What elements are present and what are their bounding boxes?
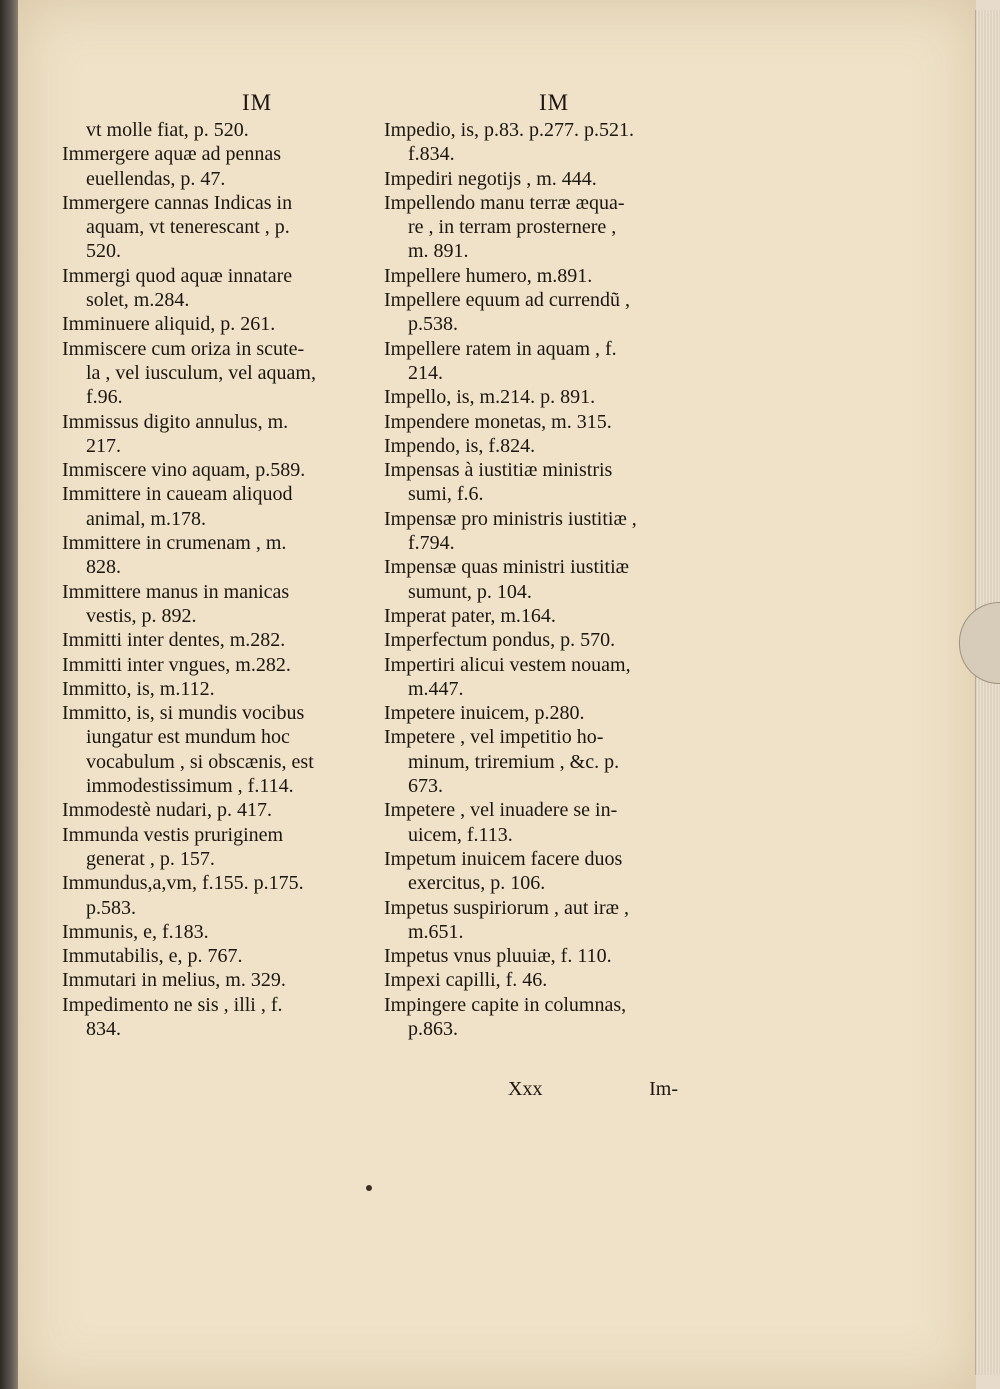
- index-entry: Impingere capite in columnas,: [384, 993, 627, 1016]
- index-entry: Impediri negotijs , m. 444.: [384, 167, 597, 190]
- index-entry-continuation: 673.: [408, 775, 443, 798]
- index-entry-continuation: p.538.: [408, 313, 458, 336]
- index-entry-continuation: f.794.: [408, 532, 455, 555]
- index-entry-continuation: immodestissimum , f.114.: [86, 775, 294, 798]
- index-entry: Impellere humero, m.891.: [384, 264, 593, 287]
- index-entry-continuation: re , in terram prosternere ,: [408, 216, 617, 239]
- index-entry-continuation: sumunt, p. 104.: [408, 580, 532, 603]
- index-entry: Impertiri alicui vestem nouam,: [384, 653, 631, 676]
- book-binding: [0, 0, 18, 1389]
- index-entry: Imperat pater, m.164.: [384, 604, 556, 627]
- index-entry: Immunda vestis pruriginem: [62, 823, 284, 846]
- index-entry: Immodestè nudari, p. 417.: [62, 799, 272, 822]
- index-entry: Immergere cannas Indicas in: [62, 191, 293, 214]
- index-entry: Impedio, is, p.83. p.277. p.521.: [384, 119, 634, 141]
- index-entry-continuation: p.863.: [408, 1017, 458, 1040]
- index-entry-continuation: vestis, p. 892.: [86, 604, 197, 627]
- index-entry: Impensæ pro ministris iustitiæ ,: [384, 507, 637, 530]
- index-entry-continuation: iungatur est mundum hoc: [86, 726, 290, 749]
- index-entry: Impellere equum ad currendũ ,: [384, 289, 631, 312]
- index-entry: Impellere ratem in aquam , f.: [384, 337, 617, 360]
- index-entry: Impellendo manu terræ æqua-: [384, 191, 625, 214]
- index-entry: Impexi capilli, f. 46.: [384, 969, 548, 992]
- index-entry: Impetus suspiriorum , aut iræ ,: [384, 896, 629, 919]
- index-entry-continuation: euellendas, p. 47.: [86, 167, 226, 190]
- index-entry-continuation: m.447.: [408, 677, 464, 700]
- left-column: [62, 88, 400, 1041]
- index-entry-continuation: exercitus, p. 106.: [408, 872, 546, 895]
- catchword: Im-: [649, 1078, 678, 1100]
- index-entry: Impetus vnus pluuiæ, f. 110.: [384, 945, 612, 968]
- left-column-header: IM: [241, 90, 273, 115]
- index-entry-continuation: animal, m.178.: [86, 507, 206, 530]
- index-entry-continuation: 520.: [86, 240, 121, 263]
- index-entry: Impello, is, m.214. p. 891.: [384, 386, 596, 409]
- index-entry-continuation: la , vel iusculum, vel aquam,: [86, 361, 316, 384]
- index-entry-continuation: vt molle fiat, p. 520.: [86, 119, 249, 141]
- index-entry: Immunis, e, f.183.: [62, 920, 209, 943]
- index-entry: Immiscere cum oriza in scute-: [62, 337, 305, 360]
- index-entry-continuation: p.583.: [86, 896, 136, 919]
- index-entry: Impensas à iustitiæ ministris: [384, 459, 613, 482]
- index-entry: Immitto, is, si mundis vocibus: [62, 702, 305, 725]
- index-entry: Impetere , vel inuadere se in-: [384, 799, 618, 822]
- index-entry-continuation: 834.: [86, 1017, 121, 1040]
- index-entry: Immittere in caueam aliquod: [62, 483, 293, 506]
- index-entry: Impetum inuicem facere duos: [384, 847, 623, 870]
- ink-dot: [366, 1185, 372, 1191]
- index-entry-continuation: 214.: [408, 361, 443, 384]
- index-entry-continuation: aquam, vt tenerescant , p.: [86, 216, 290, 239]
- index-entry-continuation: 217.: [86, 434, 121, 457]
- index-entry: Imminuere aliquid, p. 261.: [62, 313, 276, 336]
- index-entry: Immitti inter dentes, m.282.: [62, 629, 286, 652]
- index-entry: Impedimento ne sis , illi , f.: [62, 993, 283, 1016]
- index-entry-continuation: solet, m.284.: [86, 289, 190, 312]
- right-column-header: IM: [538, 90, 570, 115]
- index-entry: Immutabilis, e, p. 767.: [62, 945, 243, 968]
- index-entry-continuation: m. 891.: [408, 240, 469, 263]
- index-entry: Imperfectum pondus, p. 570.: [384, 629, 616, 652]
- index-entry-continuation: f.96.: [86, 386, 123, 409]
- index-entry: Immissus digito annulus, m.: [62, 410, 289, 433]
- index-entry: Immergere aquæ ad pennas: [62, 143, 281, 166]
- index-entry-continuation: minum, triremium , &c. p.: [408, 750, 620, 773]
- right-column: [384, 88, 726, 1041]
- index-entry-continuation: vocabulum , si obscænis, est: [86, 750, 314, 773]
- index-entry: Immundus,a,vm, f.155. p.175.: [62, 872, 304, 895]
- index-entry-continuation: 828.: [86, 556, 121, 579]
- index-entry: Immutari in melius, m. 329.: [62, 969, 286, 992]
- index-entry: Immitto, is, m.112.: [62, 677, 215, 700]
- page-footer: [508, 1078, 678, 1101]
- index-entry-continuation: m.651.: [408, 920, 464, 943]
- index-entry: Impetere inuicem, p.280.: [384, 702, 585, 725]
- index-entry: Immiscere vino aquam, p.589.: [62, 459, 306, 482]
- index-entry: Impendere monetas, m. 315.: [384, 410, 612, 433]
- index-entry-continuation: generat , p. 157.: [86, 847, 215, 870]
- index-entry: Impendo, is, f.824.: [384, 434, 536, 457]
- index-entry: Immittere in crumenam , m.: [62, 532, 287, 555]
- right-column-lines: [384, 118, 726, 1041]
- index-entry: Immitti inter vngues, m.282.: [62, 653, 291, 676]
- index-entry: Immergi quod aquæ innatare: [62, 264, 293, 287]
- index-entry-continuation: sumi, f.6.: [408, 483, 484, 506]
- index-entry: Immittere manus in manicas: [62, 580, 290, 603]
- signature-mark: Xxx: [508, 1078, 543, 1100]
- index-entry-continuation: f.834.: [408, 143, 455, 166]
- page-edge-stack: [975, 10, 1000, 1375]
- index-entry-continuation: uicem, f.113.: [408, 823, 513, 846]
- index-entry: Impetere , vel impetitio ho-: [384, 726, 604, 749]
- index-entry: Impensæ quas ministri iustitiæ: [384, 556, 630, 579]
- left-column-lines: [62, 118, 400, 1041]
